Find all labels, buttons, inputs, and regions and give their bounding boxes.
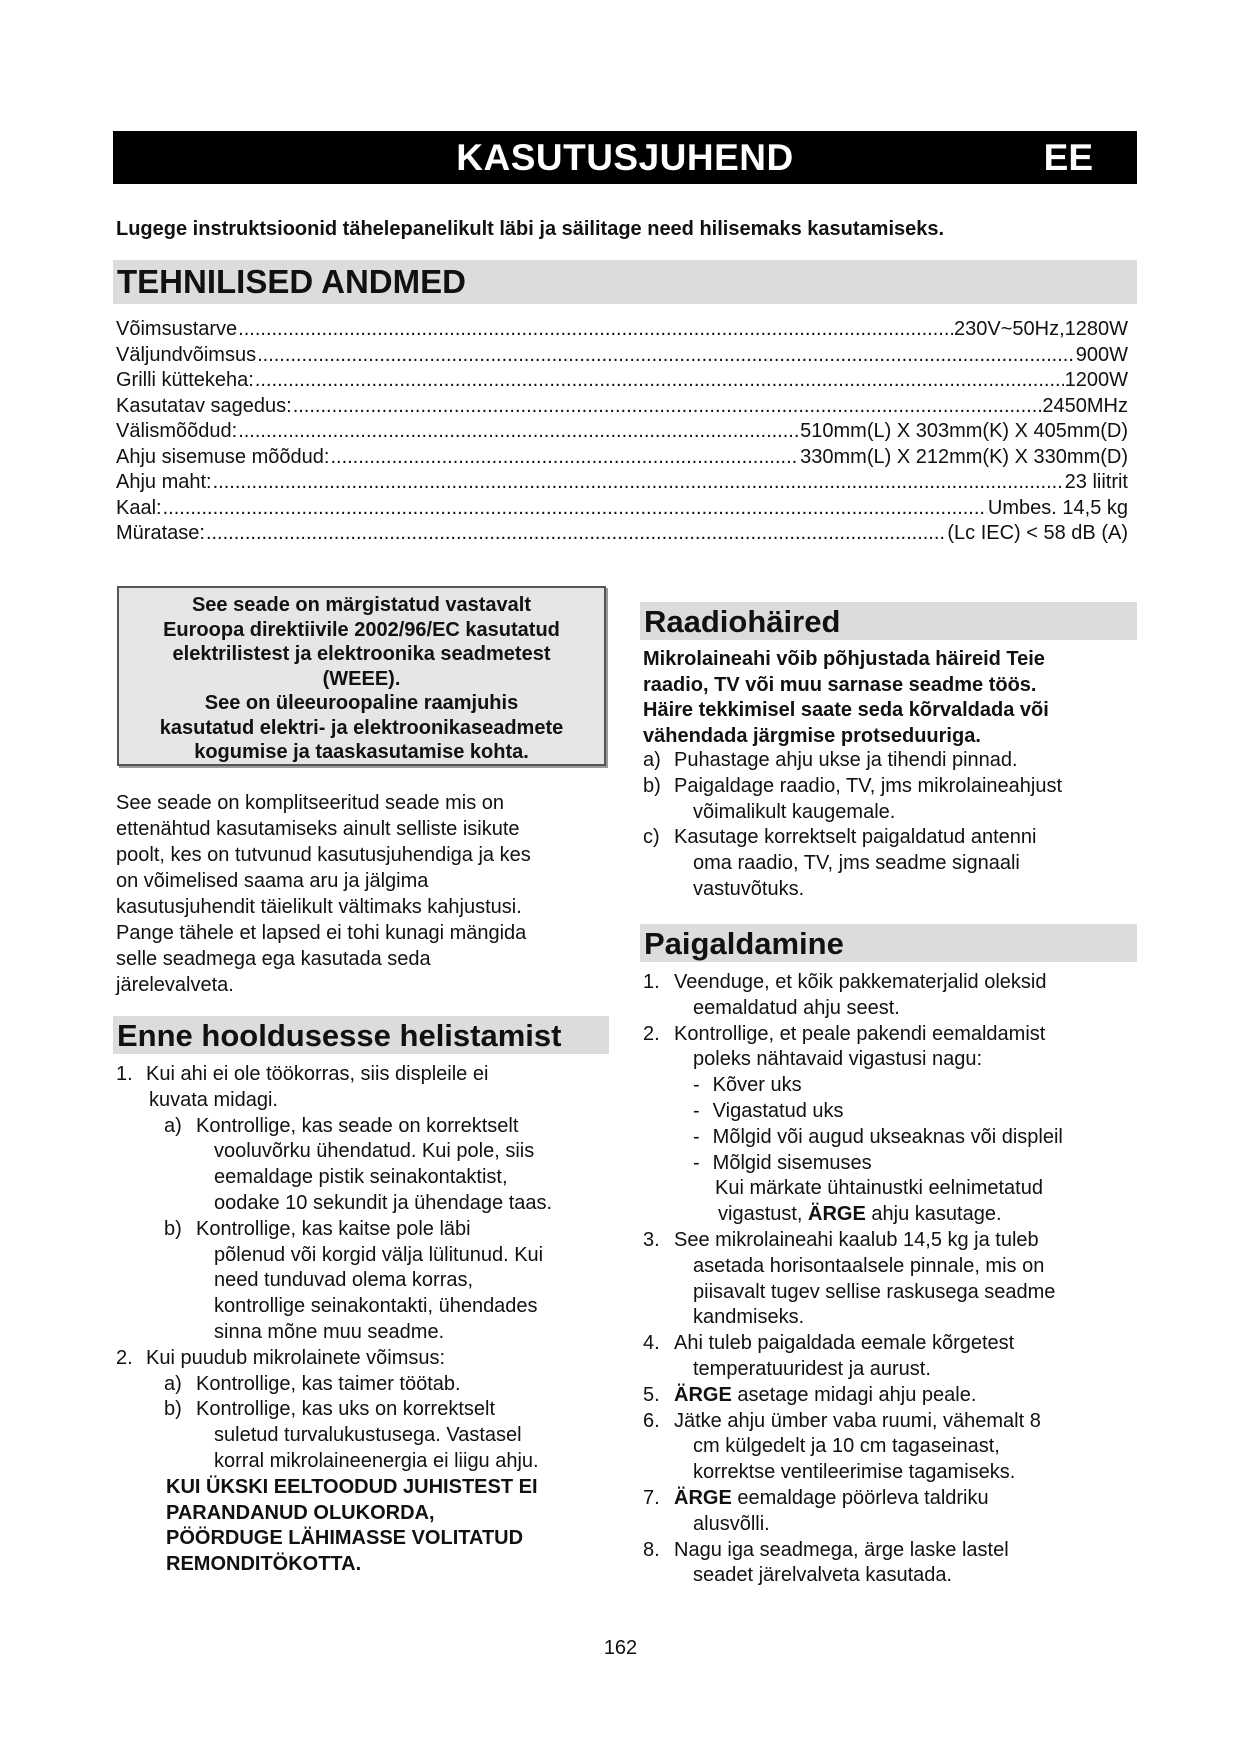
text: ahju kasutage. (865, 1203, 1002, 1226)
item-line: eemaldage pistik seinakontaktist, (214, 1166, 508, 1189)
item-line: Jätke ahju ümber vaba ruumi, vähemalt 8 (674, 1409, 1041, 1432)
item-line (674, 1383, 1143, 1409)
paragraph-line: Pange tähele et lapsed ei tohi kunagi mängida (116, 922, 527, 944)
sub-item (116, 1114, 616, 1217)
item-line: suletud turvalukustusega. Vastasel (214, 1424, 522, 1447)
item-number: 2. (643, 1022, 660, 1045)
item-number: 1. (643, 971, 660, 993)
spec-row (116, 521, 1128, 547)
tech-heading: TEHNILISED ANDMED (113, 260, 1137, 304)
weee-line: See seade on märgistatud vastavalt (191, 594, 532, 616)
list-item (643, 825, 1143, 902)
intro-line: raadio, TV või muu sarnase seadme töös. (643, 673, 1037, 696)
item-line (674, 1202, 1143, 1228)
item-line: cm külgedelt ja 10 cm tagaseinast, (693, 1435, 1000, 1458)
warning-line: KUI ÜKSKI EELTOODUD JUHISTEST EI (166, 1475, 538, 1498)
spec-row (116, 343, 1128, 369)
item-letter: a) (164, 1114, 182, 1137)
dash-item (674, 1099, 1143, 1125)
spec-value: 510mm(L) X 303mm(K) X 405mm(D) (800, 420, 1128, 442)
bold-text: ÄRGE (674, 1486, 732, 1509)
item-line (674, 1486, 1143, 1512)
list-item (643, 1022, 1143, 1228)
spec-leader-dots (213, 470, 1064, 496)
spec-label: Kasutatav sagedus: (116, 394, 292, 417)
item-line: Puhastage ahju ukse ja tihendi pinnad. (674, 749, 1018, 771)
intro-line: vähendada järgmise protseduuriga. (643, 724, 981, 747)
spec-label: Ahju sisemuse mõõdud: (116, 445, 330, 468)
dash-text: Kõver uks (712, 1074, 802, 1097)
item-number: 1. (116, 1063, 133, 1085)
weee-notice-box (117, 586, 606, 766)
spec-value: 330mm(L) X 212mm(K) X 330mm(D) (800, 445, 1128, 468)
dash-item (674, 1125, 1143, 1151)
item-line: oma raadio, TV, jms seadme signaali (693, 852, 1020, 875)
item-line: sinna mõne muu seadme. (214, 1320, 445, 1343)
page-number: 162 (603, 1637, 638, 1659)
sub-item (116, 1397, 616, 1474)
spec-row (116, 445, 1128, 471)
item-line: need tunduvad olema korras, (214, 1269, 474, 1292)
item-line: Kasutage korrektselt paigaldatud antenni (674, 826, 1037, 849)
spec-label: Grilli küttekeha: (116, 369, 254, 391)
item-line: Ahi tuleb paigaldada eemale kõrgetest (674, 1332, 1015, 1355)
paragraph-line: selle seadmega ega kasutada seda (116, 948, 431, 970)
install-list (643, 970, 1143, 1589)
list-item (643, 970, 1143, 1022)
intro-line: Mikrolaineahi võib põhjustada häireid Teie (643, 648, 1045, 670)
item-line: piisavalt tugev sellise raskusega seadme (693, 1280, 1056, 1303)
spec-value: 900W (1075, 343, 1128, 366)
item-line: vooluvõrku ühendatud. Kui pole, siis (214, 1140, 535, 1163)
spec-leader-dots (330, 445, 799, 471)
dash-item (674, 1073, 1143, 1099)
list-item (643, 1383, 1143, 1409)
spec-list (116, 317, 1128, 547)
item-number: 3. (643, 1228, 660, 1251)
item-line: Kui puudub mikrolainete võimsus: (146, 1346, 446, 1369)
spec-row (116, 317, 1128, 343)
text: asetage midagi ahju peale. (731, 1383, 977, 1406)
list-item (643, 1331, 1143, 1383)
radio-heading: Raadiohäired (640, 602, 1137, 640)
item-line: temperatuuridest ja aurust. (693, 1357, 931, 1380)
dash-text: Mõlgid sisemuses (712, 1151, 872, 1174)
spec-row (116, 368, 1128, 394)
service-list (116, 1062, 616, 1578)
install-heading: Paigaldamine (640, 924, 1137, 962)
dash: - (693, 1074, 700, 1097)
weee-line: kasutatud elektri- ja elektroonikaseadmete (159, 716, 564, 739)
paragraph-line: poolt, kes on tutvunud kasutusjuhendiga ja kes (116, 844, 531, 866)
spec-value: (Lc IEC) < 58 dB (A) (947, 522, 1128, 544)
text: eemaldage pöörleva taldriku (731, 1486, 989, 1509)
spec-leader-dots (163, 496, 987, 522)
item-letter: b) (643, 774, 661, 797)
item-number: 2. (116, 1346, 133, 1369)
paragraph-line: kasutusjuhendit täielikult vältimaks kahjustusi. (116, 896, 522, 918)
item-letter: a) (164, 1372, 182, 1395)
dash: - (693, 1125, 700, 1148)
item-line: kandmiseks. (693, 1306, 805, 1329)
dash: - (693, 1151, 700, 1174)
item-line: korral mikrolaineenergia ei liigu ahju. (214, 1449, 539, 1472)
list-item (643, 1228, 1143, 1331)
text: vigastust, (718, 1203, 809, 1226)
spec-leader-dots (257, 343, 1075, 369)
spec-label: Müratase: (116, 522, 205, 544)
item-number: 7. (643, 1486, 660, 1509)
item-line: Kontrollige, kas kaitse pole läbi (196, 1217, 471, 1240)
spec-row (116, 470, 1128, 496)
spec-leader-dots (238, 419, 799, 445)
item-letter: a) (643, 749, 661, 771)
spec-label: Väljundvõimsus (116, 343, 257, 366)
weee-line: elektrilistest ja elektroonika seadmetest (172, 643, 551, 665)
usage-paragraph (116, 790, 610, 998)
dash: - (693, 1099, 700, 1122)
paragraph-line: on võimelised saama aru ja jälgima (116, 870, 429, 892)
item-line: poleks nähtavaid vigastusi nagu: (693, 1048, 983, 1071)
dash-text: Mõlgid või augud ukseaknas või displeil (712, 1125, 1063, 1148)
item-letter: c) (643, 826, 660, 849)
spec-leader-dots (255, 368, 1064, 394)
spec-leader-dots (293, 394, 1042, 420)
intro-text: Lugege instruktsioonid tähelepanelikult läbi ja säilitage need hilisemaks kasutamiseks. (116, 218, 945, 240)
item-number: 6. (643, 1409, 660, 1432)
item-number: 4. (643, 1332, 660, 1355)
service-heading: Enne hooldusesse helistamist (113, 1016, 609, 1054)
list-item (643, 1538, 1143, 1590)
paragraph-line: See seade on komplitseeritud seade mis on (116, 792, 505, 814)
item-line: oodake 10 sekundit ja ühendage taas. (214, 1191, 553, 1214)
spec-label: Välismõõdud: (116, 420, 238, 442)
list-item (116, 1346, 616, 1372)
dash-item (674, 1151, 1143, 1177)
paragraph-line: ettenähtud kasutamiseks ainult selliste isikute (116, 818, 520, 840)
spec-label: Ahju maht: (116, 471, 212, 493)
weee-line: Euroopa direktiivile 2002/96/EC kasutatud (163, 618, 560, 641)
spec-value: Umbes. 14,5 kg (987, 496, 1128, 519)
item-line: seadet järelvalveta kasutada. (693, 1564, 953, 1587)
item-number: 8. (643, 1538, 660, 1561)
language-code: EE (1043, 137, 1093, 178)
spec-label: Kaal: (116, 496, 162, 519)
list-item (643, 774, 1143, 826)
item-line: korrektse ventileerimise tagamiseks. (693, 1461, 1016, 1484)
spec-leader-dots (238, 317, 953, 343)
spec-leader-dots (206, 521, 946, 547)
page-title: KASUTUSJUHEND (456, 137, 794, 178)
item-letter: b) (164, 1398, 182, 1421)
sub-item (116, 1217, 616, 1346)
spec-value: 23 liitrit (1064, 471, 1128, 493)
spec-label: Võimsustarve (116, 318, 238, 340)
item-line: Kontrollige, kas seade on korrektselt (196, 1114, 519, 1137)
spec-value: 230V~50Hz,1280W (953, 318, 1128, 340)
header-bar (113, 131, 1137, 184)
radio-list (643, 748, 1143, 903)
radio-intro (643, 647, 1138, 749)
spec-value: 2450MHz (1042, 394, 1128, 417)
warning-block (116, 1475, 616, 1578)
weee-line: (WEEE). (322, 667, 401, 690)
paragraph-line: järelevalveta. (116, 974, 234, 996)
item-number: 5. (643, 1383, 660, 1406)
list-item (643, 748, 1143, 774)
intro-line: Häire tekkimisel saate seda kõrvaldada või (643, 699, 1049, 721)
spec-row (116, 419, 1128, 445)
item-line: Kui ahi ei ole töökorras, siis displeile ei (146, 1063, 489, 1085)
bold-text: ÄRGE (674, 1383, 732, 1406)
weee-line: kogumise ja taaskasutamise kohta. (194, 741, 529, 763)
item-line: kuvata midagi. (149, 1088, 278, 1111)
item-line: vastuvõtuks. (693, 877, 805, 900)
list-item (116, 1062, 616, 1114)
spec-value: 1200W (1064, 369, 1128, 391)
item-line: alusvõlli. (693, 1512, 770, 1535)
item-letter: b) (164, 1217, 182, 1240)
item-line: võimalikult kaugemale. (693, 800, 896, 823)
item-line: Kontrollige, kas uks on korrektselt (196, 1398, 496, 1421)
item-line: põlenud või korgid välja lülitunud. Kui (214, 1243, 544, 1266)
list-item (643, 1409, 1143, 1486)
item-line: kontrollige seinakontakti, ühendades (214, 1295, 538, 1318)
sub-item (116, 1372, 616, 1398)
warning-line: PÖÖRDUGE LÄHIMASSE VOLITATUD (166, 1527, 524, 1550)
item-line: eemaldatud ahju seest. (693, 996, 900, 1019)
item-line: See mikrolaineahi kaalub 14,5 kg ja tuleb (674, 1228, 1039, 1251)
list-item (643, 1486, 1143, 1538)
item-line: Kui märkate ühtainustki eelnimetatud (715, 1177, 1043, 1200)
weee-line: See on üleeuroopaline raamjuhis (204, 692, 519, 714)
item-line: Kontrollige, kas taimer töötab. (196, 1372, 461, 1395)
item-line: Kontrollige, et peale pakendi eemaldamist (674, 1022, 1046, 1045)
dash-text: Vigastatud uks (712, 1099, 844, 1122)
item-line: asetada horisontaalsele pinnale, mis on (693, 1254, 1045, 1277)
item-line: Veenduge, et kõik pakkematerjalid oleksid (674, 971, 1047, 993)
spec-row (116, 496, 1128, 522)
bold-text: ÄRGE (808, 1203, 866, 1226)
warning-line: REMONDITÖKOTTA. (166, 1553, 362, 1576)
warning-line: PARANDANUD OLUKORDA, (166, 1501, 435, 1524)
spec-row (116, 394, 1128, 420)
item-line: Nagu iga seadmega, ärge laske lastel (674, 1538, 1009, 1561)
item-line: Paigaldage raadio, TV, jms mikrolaineahjust (674, 774, 1062, 797)
